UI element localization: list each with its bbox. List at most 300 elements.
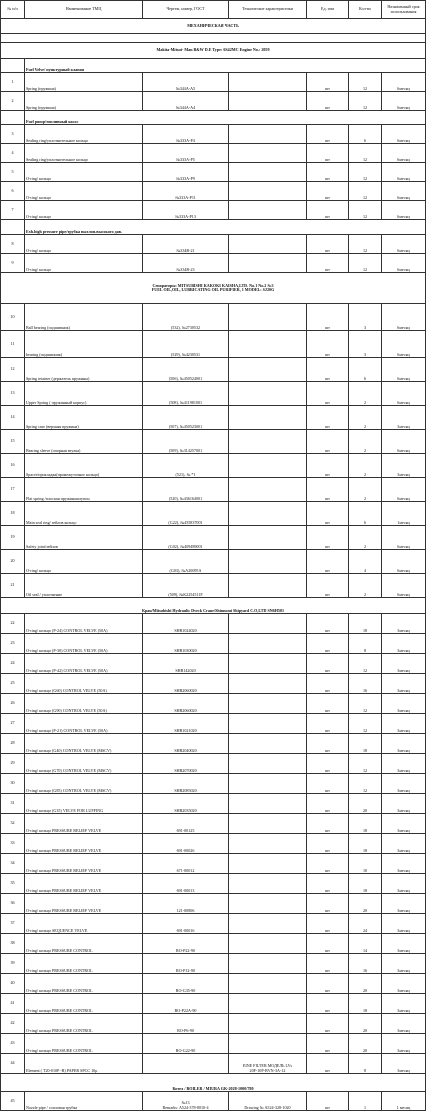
unit: шт xyxy=(307,714,349,734)
specs xyxy=(229,502,307,526)
item-name: Nozzle pipe / сопловая трубка xyxy=(25,1092,143,1111)
unit: шт xyxy=(307,125,349,144)
row-number: 43 xyxy=(1,1034,25,1054)
item-name: O-ring/ кольцо xyxy=(25,235,143,254)
row-number: 28 xyxy=(1,734,25,754)
unit: шт xyxy=(307,834,349,854)
item-name: Ball bearing (подшипник) xyxy=(25,304,143,331)
table-row xyxy=(1,304,426,331)
section-title: МЕХАНИЧЕСКАЯ ЧАСТЬ xyxy=(1,19,426,34)
row-number: 12 xyxy=(1,358,25,382)
item-name: Spring (пружина) xyxy=(25,73,143,92)
specs xyxy=(229,92,307,111)
row-number: 11 xyxy=(1,331,25,358)
term: 6месяц xyxy=(382,574,426,598)
term: 6месяц xyxy=(382,550,426,574)
drawing-number: №334B-23 xyxy=(143,254,229,273)
quantity: 2 xyxy=(349,574,382,598)
table-row xyxy=(1,331,426,358)
unit: шт xyxy=(307,574,349,598)
term: 6месяц xyxy=(382,254,426,273)
unit: шт xyxy=(307,73,349,92)
row-number: 23 xyxy=(1,634,25,654)
group-header-blank xyxy=(1,220,25,235)
term: 3месяц xyxy=(382,874,426,894)
quantity: 18 xyxy=(349,874,382,894)
table-row xyxy=(1,634,426,654)
row-number: 37 xyxy=(1,914,25,934)
group-header-row xyxy=(1,220,426,235)
drawing-number: (G03), №A20095A xyxy=(143,550,229,574)
term: 6месяц xyxy=(382,235,426,254)
term: 6месяц xyxy=(382,358,426,382)
table-row xyxy=(1,382,426,406)
unit: шт xyxy=(307,92,349,111)
quantity: 12 xyxy=(349,654,382,674)
table-row xyxy=(1,163,426,182)
table-row xyxy=(1,502,426,526)
quantity: 12 xyxy=(349,92,382,111)
specs xyxy=(229,974,307,994)
table-row xyxy=(1,794,426,814)
unit: шт xyxy=(307,974,349,994)
quantity: 2 xyxy=(349,406,382,430)
term: 3месяц xyxy=(382,714,426,734)
drawing-number: 691-00016 xyxy=(143,914,229,934)
term: 3месяц xyxy=(382,406,426,430)
row-number: 40 xyxy=(1,974,25,994)
specs xyxy=(229,1054,307,1074)
quantity: 6 xyxy=(349,502,382,526)
specs xyxy=(229,734,307,754)
row-number: 2 xyxy=(1,92,25,111)
group-header: Fuel pump/топливный насос xyxy=(25,111,426,125)
item-name: Flat spring /плоская пружинашлупон xyxy=(25,478,143,502)
quantity: 2 xyxy=(349,454,382,478)
quantity: 18 xyxy=(349,814,382,834)
item-name: O-ring/ кольцо xyxy=(25,254,143,273)
group-header: Exh.high pressure pipe/трубка выхлоп.высокого дав. xyxy=(25,220,426,235)
term: 6месяц xyxy=(382,163,426,182)
drawing-number: №333A-P13 xyxy=(143,201,229,220)
quantity: 16 xyxy=(349,954,382,974)
row-number: 19 xyxy=(1,526,25,550)
term: 3месяц xyxy=(382,774,426,794)
unit: шт xyxy=(307,201,349,220)
drawing-number: SHB2070020 xyxy=(143,754,229,774)
quantity: 12 xyxy=(349,182,382,201)
drawing-number: 691-00013 xyxy=(143,874,229,894)
term: 6месяц xyxy=(382,73,426,92)
table-row xyxy=(1,674,426,694)
term: 6месяц xyxy=(382,430,426,454)
term: 6месяц xyxy=(382,478,426,502)
quantity: 8 xyxy=(349,1054,382,1074)
table-row xyxy=(1,614,426,634)
drawing-number: RO-P22-90 xyxy=(143,934,229,954)
quantity: 20 xyxy=(349,894,382,914)
row-number: 8 xyxy=(1,235,25,254)
table-row xyxy=(1,182,426,201)
table-row xyxy=(1,1054,426,1074)
drawing-line: №13 xyxy=(181,1100,190,1106)
row-number: 1 xyxy=(1,73,25,92)
drawing-number: RO-G22-90 xyxy=(143,1034,229,1054)
specs xyxy=(229,914,307,934)
unit: шт xyxy=(307,1092,349,1111)
item-name: O-ring/ кольцо PRESSURE CONTROL xyxy=(25,974,143,994)
row-number: 38 xyxy=(1,934,25,954)
unit: шт xyxy=(307,994,349,1014)
unit: шт xyxy=(307,382,349,406)
table-row xyxy=(1,73,426,92)
drawing-number: SHB2060020 xyxy=(143,694,229,714)
item-name: O-ring/ кольцо PRESSURE CONTROL xyxy=(25,1014,143,1034)
term: 6месяц xyxy=(382,201,426,220)
drawing-number: (521), № *1 xyxy=(143,454,229,478)
drawing-number: 121-00806 xyxy=(143,894,229,914)
quantity: 2 xyxy=(349,430,382,454)
item-name: Main seal ring/ зейлов кольцо xyxy=(25,502,143,526)
drawing-number: SHB1030020 xyxy=(143,634,229,654)
item-name: Bearing sleeve (опорная втулка) xyxy=(25,430,143,454)
drawing-number: SHB2085020 xyxy=(143,774,229,794)
unit: шт xyxy=(307,634,349,654)
item-name: Sealing ring/уплотнительное кольцо xyxy=(25,144,143,163)
quantity: 12 xyxy=(349,144,382,163)
engine-header-row xyxy=(1,43,426,59)
col-header-number: № п/п xyxy=(1,1,25,19)
term: 3месяц xyxy=(382,654,426,674)
table-row xyxy=(1,854,426,874)
table-row xyxy=(1,125,426,144)
drawing-number: RO-P22A-90 xyxy=(143,994,229,1014)
item-name: Sealing ring/уплотнительное кольцо xyxy=(25,125,143,144)
table-row xyxy=(1,834,426,854)
term: 3месяц xyxy=(382,814,426,834)
item-name: O-ring/ кольцо PRESSURE RELIEF VELVE xyxy=(25,834,143,854)
drawing-number: №344A-A4 xyxy=(143,92,229,111)
term: 3месяц xyxy=(382,974,426,994)
drawing-number: 691-00125 xyxy=(143,814,229,834)
quantity: 3 xyxy=(349,304,382,331)
row-number: 41 xyxy=(1,994,25,1014)
term: 1месяц xyxy=(382,502,426,526)
item-name: O-ring/ кольцо xyxy=(25,550,143,574)
drawing-line: Remarks: A524-378-8010-4 xyxy=(162,1104,209,1110)
term: 3месяц xyxy=(382,994,426,1014)
item-name: O-ring/ кольцо PRESSURE CONTROL xyxy=(25,954,143,974)
quantity: 12 xyxy=(349,714,382,734)
group-header: Fuel Velve/ пунктурный клапан xyxy=(25,59,426,73)
drawing-number xyxy=(143,1054,229,1074)
specs xyxy=(229,163,307,182)
item-name: O-ring/ кольцо PRESSURE CONTROL xyxy=(25,1034,143,1054)
quantity: 18 xyxy=(349,994,382,1014)
item-name: Spring case (верхняя пружина) xyxy=(25,406,143,430)
drawing-number: RO-G35-90 xyxy=(143,974,229,994)
drawing-number: №333A-P11 xyxy=(143,182,229,201)
drawing-number: №333A-P5 xyxy=(143,144,229,163)
item-name: O-ring/ кольцо xyxy=(25,182,143,201)
table-row xyxy=(1,934,426,954)
row-number: 32 xyxy=(1,814,25,834)
group-header: Кран/Mitsubishi Hydraulic Dveck Crane/Shinnomi Shipyard C.O,LTD SN6H501 xyxy=(1,598,426,614)
item-name: O-ring/ кольцо PRESSURE CONTROL xyxy=(25,994,143,1014)
drawing-number: RO-P12-90 xyxy=(143,954,229,974)
drawing-number: №344A-A5 xyxy=(143,73,229,92)
row-number: 35 xyxy=(1,874,25,894)
item-name: bearing (подшипник) xyxy=(25,331,143,358)
specs xyxy=(229,235,307,254)
spec-line: EINE FILTER МОДЕЛЬ LVs xyxy=(242,1063,293,1069)
row-number: 6 xyxy=(1,182,25,201)
drawing-number xyxy=(143,1092,229,1111)
specs xyxy=(229,125,307,144)
table-row xyxy=(1,406,426,430)
item-name: Safety joint/зейлов xyxy=(25,526,143,550)
specs xyxy=(229,382,307,406)
item-name: O-ring/ кольцо xyxy=(25,201,143,220)
quantity: 12 xyxy=(349,774,382,794)
table-row xyxy=(1,874,426,894)
quantity: 20 xyxy=(349,794,382,814)
term: 3месяц xyxy=(382,454,426,478)
unit: шт xyxy=(307,254,349,273)
table-row xyxy=(1,254,426,273)
table-row xyxy=(1,454,426,478)
table-row xyxy=(1,994,426,1014)
drawing-number: RO-P6-90 xyxy=(143,1014,229,1034)
unit: шт xyxy=(307,331,349,358)
term: 3месяц xyxy=(382,734,426,754)
unit: шт xyxy=(307,794,349,814)
item-name: Upper Spring ( пружинный корпус) xyxy=(25,382,143,406)
table-row xyxy=(1,430,426,454)
specs xyxy=(229,854,307,874)
drawing-number: SHB2035020 xyxy=(143,794,229,814)
unit: шт xyxy=(307,502,349,526)
row-number: 39 xyxy=(1,954,25,974)
specs xyxy=(229,526,307,550)
unit: шт xyxy=(307,914,349,934)
group-header: Котел / BOILER / MIURA GK-2028-1000/780 xyxy=(1,1074,426,1092)
specs xyxy=(229,73,307,92)
header-row xyxy=(1,1,426,19)
specs xyxy=(229,934,307,954)
unit: шт xyxy=(307,874,349,894)
term: 3месяц xyxy=(382,674,426,694)
quantity: 4 xyxy=(349,550,382,574)
item-name: Spacer/прокладка(промежуточное кольцо) xyxy=(25,454,143,478)
quantity: 3 xyxy=(349,331,382,358)
specs xyxy=(229,674,307,694)
quantity: 18 xyxy=(349,614,382,634)
quantity: 16 xyxy=(349,674,382,694)
item-name: O-ring/ кольцо (G85) CONTROL VELVE (MSCV) xyxy=(25,774,143,794)
term: 3месяц xyxy=(382,614,426,634)
unit: шт xyxy=(307,814,349,834)
specs xyxy=(229,894,307,914)
quantity: 18 xyxy=(349,834,382,854)
quantity: 12 xyxy=(349,73,382,92)
col-header-qty: Кол-во xyxy=(349,1,382,19)
row-number: 42 xyxy=(1,1014,25,1034)
group-header-row xyxy=(1,59,426,73)
row-number: 21 xyxy=(1,574,25,598)
unit: шт xyxy=(307,754,349,774)
item-name: O-ring/ кольцо PRESSURE RELIEF VELVE xyxy=(25,894,143,914)
specs xyxy=(229,406,307,430)
unit: шт xyxy=(307,1054,349,1074)
table-row xyxy=(1,654,426,674)
item-name: O-ring/ кольцо (P-30) CONTROL VELVE (50A) xyxy=(25,634,143,654)
term: 3месяц xyxy=(382,914,426,934)
item-name: O-ring/ кольцо (P-24) CONTROL VELVE (50A) xyxy=(25,614,143,634)
unit: шт xyxy=(307,654,349,674)
term: 3месяц xyxy=(382,934,426,954)
group-header xyxy=(1,273,426,304)
quantity: 24 xyxy=(349,914,382,934)
item-name: O-ring/ кольцо PRESSURE RELIEF VELVE xyxy=(25,854,143,874)
unit: шт xyxy=(307,144,349,163)
table-row xyxy=(1,358,426,382)
row-number: 4 xyxy=(1,144,25,163)
group-header-row xyxy=(1,111,426,125)
specs xyxy=(229,331,307,358)
unit: шт xyxy=(307,526,349,550)
quantity: 12 xyxy=(349,201,382,220)
table-row xyxy=(1,954,426,974)
unit: шт xyxy=(307,478,349,502)
specs xyxy=(229,454,307,478)
table-row xyxy=(1,914,426,934)
table-row xyxy=(1,526,426,550)
drawing-number: (529), №4230531 xyxy=(143,331,229,358)
specs xyxy=(229,358,307,382)
quantity: 10 xyxy=(349,854,382,874)
specs xyxy=(229,614,307,634)
unit: шт xyxy=(307,694,349,714)
group-header-blank xyxy=(1,59,25,73)
item-name: O-ring/ кольцо PRESSURE RELIEF VELVE xyxy=(25,814,143,834)
row-number: 33 xyxy=(1,834,25,854)
drawing-number: SHB2060020 xyxy=(143,674,229,694)
term: 3месяц xyxy=(382,634,426,654)
table-row xyxy=(1,1092,426,1111)
drawing-number: (509), №K2254511F xyxy=(143,574,229,598)
drawing-number: 691-00026 xyxy=(143,834,229,854)
quantity: 12 xyxy=(349,235,382,254)
col-header-term: Назначенный срок использования xyxy=(382,1,426,19)
row-number: 45 xyxy=(1,1092,25,1111)
table-row xyxy=(1,92,426,111)
quantity: 12 xyxy=(349,254,382,273)
term: 3месяц xyxy=(382,754,426,774)
row-number: 26 xyxy=(1,694,25,714)
quantity: 6 xyxy=(349,125,382,144)
drawing-number: (506), №450524001 xyxy=(143,358,229,382)
item-name: O-ring/ кольцо SEQUENCE VELVE xyxy=(25,914,143,934)
unit: шт xyxy=(307,614,349,634)
table-row xyxy=(1,201,426,220)
quantity: 20 xyxy=(349,974,382,994)
engine-header: Makita-Mitsui- Man B&W D.E Type: 6S42MC Engine No.: 2059 xyxy=(1,43,426,59)
item-name: Spring retainer (держатель пружины) xyxy=(25,358,143,382)
term: 6месяц xyxy=(382,182,426,201)
group-header-line: Сепараторы: MITSUBISHI KAKOKI KAISHA,LTD. No.1 No.2 №3 xyxy=(152,282,274,288)
group-header-blank xyxy=(1,111,25,125)
row-number: 16 xyxy=(1,454,25,478)
table-row xyxy=(1,574,426,598)
item-name: Oil seal / уплотнение xyxy=(25,574,143,598)
item-name: O-ring/ кольцо (G90) CONTROL VELVE (50A) xyxy=(25,694,143,714)
unit: шт xyxy=(307,304,349,331)
drawing-number: 671-00012 xyxy=(143,854,229,874)
term: 1 месяц xyxy=(382,1092,426,1111)
drawing-number: №334B-21 xyxy=(143,235,229,254)
row-number: 17 xyxy=(1,478,25,502)
row-number: 9 xyxy=(1,254,25,273)
group-header-row xyxy=(1,1074,426,1092)
row-number: 5 xyxy=(1,163,25,182)
table-row xyxy=(1,754,426,774)
term: 3месяц xyxy=(382,694,426,714)
table-row xyxy=(1,1034,426,1054)
unit: шт xyxy=(307,674,349,694)
item-name: O-ring/ кольцо (G35) VELVE FOR LUFFING xyxy=(25,794,143,814)
term: 3месяц xyxy=(382,854,426,874)
specs xyxy=(229,754,307,774)
quantity: 14 xyxy=(349,934,382,954)
term: 6месяц xyxy=(382,526,426,550)
table-row xyxy=(1,734,426,754)
group-header-row xyxy=(1,598,426,614)
item-name: O-ring/ кольцо (G70) CONTROL VELVE (MSCV) xyxy=(25,754,143,774)
quantity: 20 xyxy=(349,1034,382,1054)
group-header-line: FUEL OIL,OIL, LUBRICATING OIL PURIFIER, 1 MODEL: SJ20G xyxy=(151,287,275,292)
specs xyxy=(229,430,307,454)
quantity: 2 xyxy=(349,382,382,406)
quantity: 8 xyxy=(349,634,382,654)
specs xyxy=(229,201,307,220)
table-row xyxy=(1,974,426,994)
term: 6месяц xyxy=(382,125,426,144)
specs xyxy=(229,814,307,834)
specs xyxy=(229,874,307,894)
drawing-number: (507), №450523001 xyxy=(143,406,229,430)
unit: шт xyxy=(307,1034,349,1054)
row-number: 20 xyxy=(1,550,25,574)
row-number: 15 xyxy=(1,430,25,454)
quantity: 18 xyxy=(349,734,382,754)
item-name: Spring (пружина) xyxy=(25,92,143,111)
item-name: O-ring/ кольцо (G40) CONTROL VELVE (MSCV) xyxy=(25,734,143,754)
unit: шт xyxy=(307,1014,349,1034)
specs xyxy=(229,954,307,974)
drawing-number: (520), №436164001 xyxy=(143,478,229,502)
specs xyxy=(229,834,307,854)
unit: шт xyxy=(307,430,349,454)
unit: шт xyxy=(307,163,349,182)
unit: шт xyxy=(307,550,349,574)
row-number: 25 xyxy=(1,674,25,694)
row-number: 22 xyxy=(1,614,25,634)
item-name: Element ( T20-010P -B) PAPER SPCC 10μ xyxy=(25,1054,143,1074)
specs xyxy=(229,694,307,714)
unit: шт xyxy=(307,406,349,430)
term: 6месяц xyxy=(382,331,426,358)
